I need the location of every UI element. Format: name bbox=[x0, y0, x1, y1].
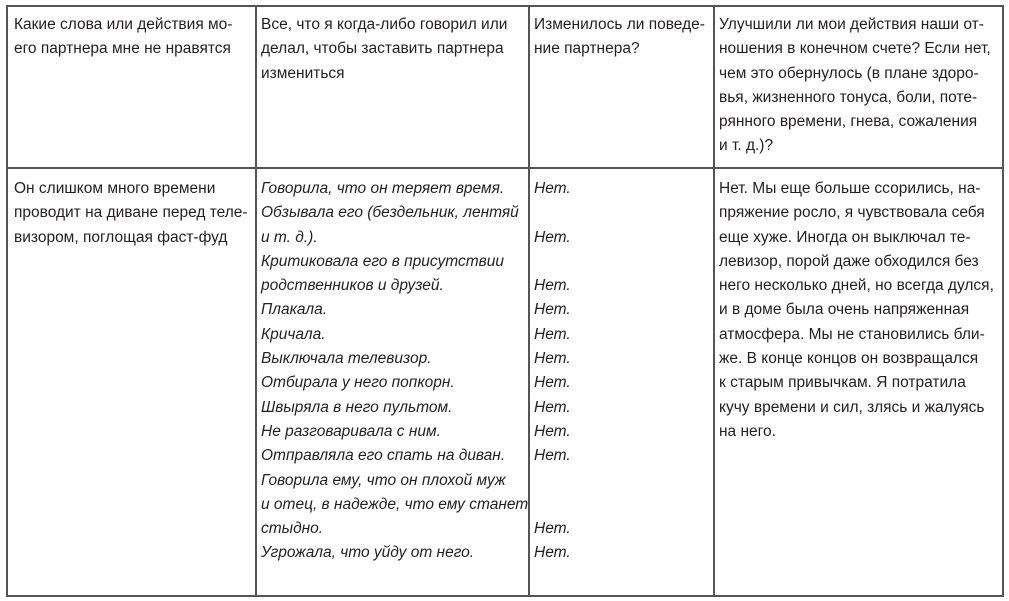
result-value: Нет. bbox=[534, 544, 571, 562]
text-line: измениться bbox=[261, 64, 345, 82]
result-value: Нет. bbox=[534, 520, 571, 538]
cell-outcome bbox=[719, 177, 999, 444]
exercise-table bbox=[6, 5, 1004, 597]
header-relationship-improved bbox=[719, 13, 999, 159]
cell-results bbox=[534, 177, 709, 566]
result-value: Нет. bbox=[534, 374, 571, 392]
text-line: левизор, порой даже обходился без bbox=[719, 252, 979, 270]
result-value: Нет. bbox=[534, 325, 571, 343]
text-line: Какие слова или действия мо- bbox=[14, 16, 233, 33]
text-line: же. В конце концов он возвращался bbox=[719, 350, 979, 368]
header-disliked-behavior bbox=[14, 13, 249, 62]
cell-complaint bbox=[14, 177, 249, 250]
action-line: Обзывала его (бездельник, лентяй bbox=[261, 204, 519, 222]
text-line: Изменилось ли поведе- bbox=[534, 16, 705, 33]
text-line: еще хуже. Иногда он выключал те- bbox=[719, 228, 971, 246]
text-line: вья, жизненного тонуса, боли, поте- bbox=[719, 88, 978, 106]
action-line: Говорила ему, что он плохой муж bbox=[261, 471, 506, 489]
result-spacer bbox=[534, 250, 709, 274]
text-line: рянного времени, гнева, сожаления bbox=[719, 113, 978, 131]
text-line: ние партнера? bbox=[534, 40, 640, 58]
result-spacer bbox=[534, 469, 709, 493]
cell-actions bbox=[261, 177, 529, 566]
action-line: Выключала телевизор. bbox=[261, 350, 432, 368]
action-line: Отбирала у него попкорн. bbox=[261, 374, 455, 392]
result-value: Нет. bbox=[534, 398, 571, 416]
text-line: атмосфера. Мы не становились бли- bbox=[719, 325, 985, 343]
result-value: Нет. bbox=[534, 180, 571, 197]
text-line: к старым привычкам. Я потратила bbox=[719, 374, 966, 392]
action-line: Отправляла его спать на диван. bbox=[261, 447, 506, 465]
action-line: Швыряла в него пультом. bbox=[261, 398, 453, 416]
text-line: на него. bbox=[719, 422, 776, 440]
action-line: стыдно. bbox=[261, 520, 324, 538]
text-line: Нет. Мы еще больше ссорились, на- bbox=[719, 180, 981, 197]
text-line: ношения в конечном счете? Если нет, bbox=[719, 40, 991, 58]
text-line: визором, поглощая фаст-фуд bbox=[14, 228, 228, 246]
text-line: его партнера мне не нравятся bbox=[14, 40, 231, 58]
text-line: Улучшили ли мои действия наши от- bbox=[719, 16, 984, 33]
text-line: чем это обернулось (в плане здоро- bbox=[719, 64, 979, 82]
text-line: Он слишком много времени bbox=[14, 180, 216, 197]
text-line: проводит на диване перед теле- bbox=[14, 204, 248, 222]
result-value: Нет. bbox=[534, 277, 571, 295]
action-line: Не разговаривала с ним. bbox=[261, 422, 441, 440]
action-line: Критиковала его в присутствии bbox=[261, 252, 504, 270]
text-line: Все, что я когда-либо говорил или bbox=[261, 16, 508, 33]
column-divider bbox=[528, 7, 530, 595]
result-value: Нет. bbox=[534, 228, 571, 246]
result-value: Нет. bbox=[534, 447, 571, 465]
action-line: Плакала. bbox=[261, 301, 328, 319]
column-divider bbox=[713, 7, 715, 595]
text-line: и в доме была очень напряженная bbox=[719, 301, 970, 319]
header-attempts-to-change bbox=[261, 13, 526, 86]
action-line: Кричала. bbox=[261, 325, 326, 343]
header-divider bbox=[8, 167, 1002, 169]
text-line: делал, чтобы заставить партнера bbox=[261, 40, 504, 58]
result-value: Нет. bbox=[534, 350, 571, 368]
text-line: пряжение росло, я чувствовала себя bbox=[719, 204, 985, 222]
result-spacer bbox=[534, 493, 709, 517]
text-line: него несколько дней, но всегда дулся, bbox=[719, 277, 994, 295]
action-line: Угрожала, что уйду от него. bbox=[261, 544, 475, 562]
text-line: и т. д.)? bbox=[719, 137, 774, 155]
action-line: и т. д.). bbox=[261, 228, 318, 246]
action-line: Говорила, что он теряет время. bbox=[261, 180, 505, 197]
result-spacer bbox=[534, 201, 709, 225]
action-line: и отец, в надежде, что ему станет bbox=[261, 495, 529, 513]
result-value: Нет. bbox=[534, 422, 571, 440]
header-behavior-changed bbox=[534, 13, 709, 62]
column-divider bbox=[255, 7, 257, 595]
text-line: кучу времени и сил, злясь и жалуясь bbox=[719, 398, 985, 416]
action-line: родственников и друзей. bbox=[261, 277, 444, 295]
result-value: Нет. bbox=[534, 301, 571, 319]
